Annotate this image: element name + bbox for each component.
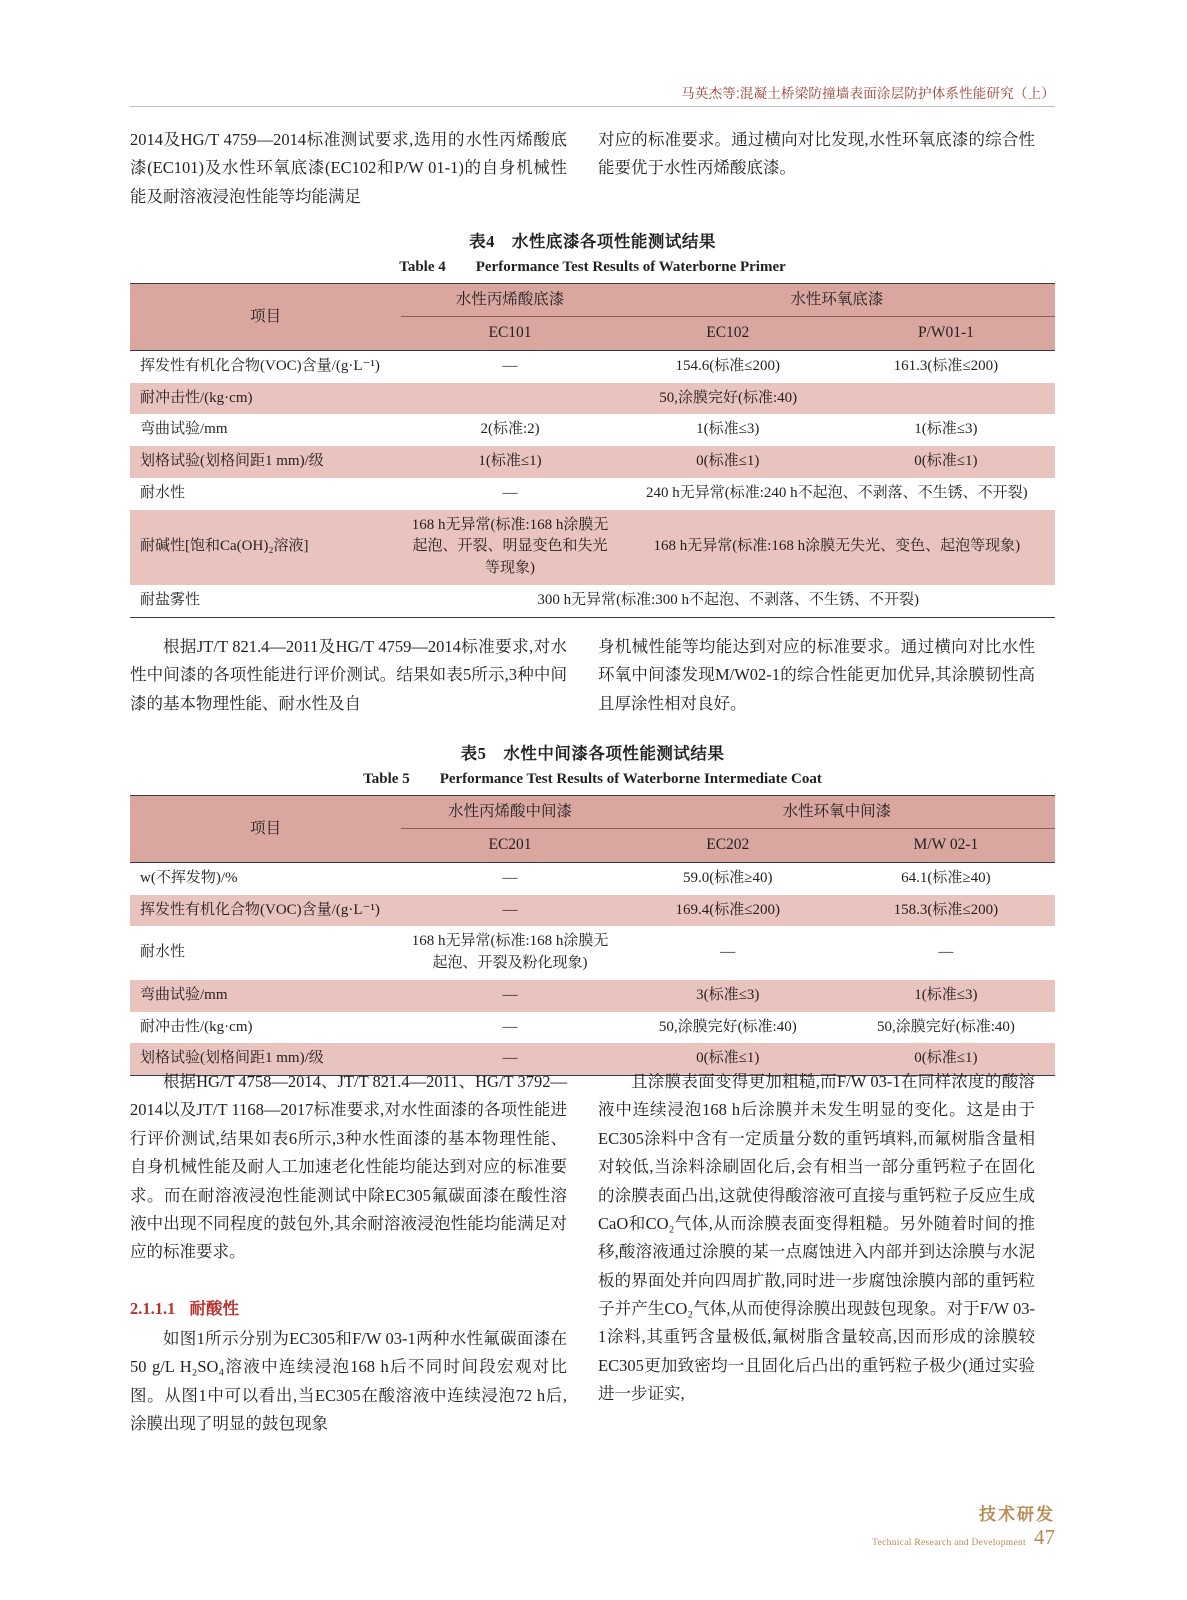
table-4-header-item: 项目	[130, 284, 401, 351]
paragraph-4-left: 如图1所示分别为EC305和F/W 03-1两种水性氟碳面漆在50 g/L H₂SO₄溶液中连续浸泡168 h后不同时间段宏观对比图。从图1中可以看出,当EC305在酸溶液中连续浸泡72 h后,涂膜出现了明显的鼓包现象	[130, 1329, 567, 1434]
table-row	[130, 796, 1055, 829]
table-5-group-1: 水性丙烯酸中间漆	[401, 796, 618, 829]
table-5-r1-c1: —	[401, 895, 618, 927]
table-4-r6-c123: 300 h无异常(标准:300 h不起泡、不剥落、不生锈、不开裂)	[401, 585, 1055, 617]
table-4-r5-c23: 168 h无异常(标准:168 h涂膜无失光、变色、起泡等现象)	[619, 510, 1055, 585]
table-row	[130, 414, 1055, 446]
table-5-sub-3: M/W 02-1	[837, 829, 1055, 862]
table-4-r4-c23: 240 h无异常(标准:240 h不起泡、不剥落、不生锈、不开裂)	[619, 478, 1055, 510]
footer-title-en: Technical Research and Development	[872, 1538, 1026, 1548]
table-4-r5-c1: 168 h无异常(标准:168 h涂膜无起泡、开裂、明显变色和失光等现象)	[401, 510, 618, 585]
table-row	[130, 1012, 1055, 1044]
page-number: 47	[1034, 1525, 1055, 1549]
table-4-r4-item: 耐水性	[130, 478, 401, 510]
table-5-r2-c1: 168 h无异常(标准:168 h涂膜无起泡、开裂及粉化现象)	[401, 926, 618, 980]
table-4-sub-1: EC101	[401, 317, 618, 350]
table-5-r3-c1: —	[401, 980, 618, 1012]
table-5-block	[130, 740, 1055, 1076]
table-4-block	[130, 228, 1055, 618]
paragraph-3-left: 根据HG/T 4758—2014、JT/T 821.4—2011、HG/T 3792—2014以及JT/T 1168—2017标准要求,对水性面漆的各项性能进行评价测试,结果如表6所示,3种水性面漆的基本物理性能、自身机械性能及耐人工加速老化性能均能达到对应的标准要求。而在耐溶液浸泡性能测试中除EC305氟碳面漆在酸性溶液中出现不同程度的鼓包外,其余耐溶液浸泡性能均能满足对应的标准要求。	[130, 1072, 567, 1262]
table-4-group-1: 水性丙烯酸底漆	[401, 284, 618, 317]
header-divider	[130, 106, 1055, 107]
table-row	[130, 350, 1055, 382]
paragraph-1-left: 2014及HG/T 4759—2014标准测试要求,选用的水性丙烯酸底漆(EC101)及水性环氧底漆(EC102和P/W 01-1)的自身机械性能及耐溶液浸泡性能等均能满足	[130, 130, 567, 206]
table-5-r3-c3: 1(标准≤3)	[837, 980, 1055, 1012]
table-5-r3-c2: 3(标准≤3)	[619, 980, 837, 1012]
table-4-r0-c3: 161.3(标准≤200)	[837, 350, 1055, 382]
table-4-r2-item: 弯曲试验/mm	[130, 414, 401, 446]
section-title: 耐酸性	[189, 1299, 239, 1318]
paragraph-2-left: 根据JT/T 821.4—2011及HG/T 4759—2014标准要求,对水性中间漆的各项性能进行评价测试。结果如表5所示,3种中间漆的基本物理性能、耐水性及自	[130, 637, 567, 713]
table-row	[130, 862, 1055, 894]
table-4	[130, 283, 1055, 618]
table-5-r0-c3: 64.1(标准≥40)	[837, 862, 1055, 894]
footer-line-2	[872, 1527, 1055, 1548]
section-heading	[130, 1295, 567, 1323]
table-5-r3-item: 弯曲试验/mm	[130, 980, 401, 1012]
table-5-title-en: Table 5 Performance Test Results of Waterborne Intermediate Coat	[363, 771, 822, 787]
table-5-title-cn: 表5 水性中间漆各项性能测试结果	[460, 744, 725, 763]
table-4-r5-item: 耐碱性[饱和Ca(OH)₂溶液]	[130, 510, 401, 585]
table-5-sub-2: EC202	[619, 829, 837, 862]
table-5-r0-c1: —	[401, 862, 618, 894]
paragraph-3-right: 且涂膜表面变得更加粗糙,而F/W 03-1在同样浓度的酸溶液中连续浸泡168 h后涂膜并未发生明显的变化。这是由于EC305涂料中含有一定质量分数的重钙填料,而氟树脂含量相对较低,当涂料涂刷固化后,会有相当一部分重钙粒子在固化的涂膜表面凸出,这就使得酸溶液可直接与重钙粒子反应生成CaO和CO₂气体,从而涂膜表面变得粗糙。另外随着时间的推移,酸溶液通过涂膜的某一点腐蚀进入内部并到达涂膜与水泥板的界面处并向四周扩散,同时进一步腐蚀涂膜内部的重钙粒子并产生CO₂气体,从而使得涂膜出现鼓包现象。对于F/W 03-1涂料,其重钙含量极低,氟树脂含量较高,因而形成的涂膜较EC305更加致密均一且固化后凸出的重钙粒子极少(通过实验进一步证实,	[598, 1072, 1035, 1404]
page-footer	[872, 1500, 1055, 1548]
table-row	[130, 895, 1055, 927]
table-4-r0-item: 挥发性有机化合物(VOC)含量/(g·L⁻¹)	[130, 350, 401, 382]
table-4-group-2: 水性环氧底漆	[619, 284, 1055, 317]
table-5-r1-item: 挥发性有机化合物(VOC)含量/(g·L⁻¹)	[130, 895, 401, 927]
table-4-r2-c2: 1(标准≤3)	[619, 414, 837, 446]
table-5-r4-c2: 50,涂膜完好(标准:40)	[619, 1012, 837, 1044]
table-5-r5-c2: 0(标准≤1)	[619, 1043, 837, 1075]
table-5-r4-c1: —	[401, 1012, 618, 1044]
table-row	[130, 926, 1055, 980]
table-4-sub-2: EC102	[619, 317, 837, 350]
table-4-sub-3: P/W01-1	[837, 317, 1055, 350]
section-number: 2.1.1.1	[130, 1299, 176, 1318]
table-4-title-cn: 表4 水性底漆各项性能测试结果	[469, 232, 716, 251]
paragraph-1-right: 对应的标准要求。通过横向对比发现,水性环氧底漆的综合性能要优于水性丙烯酸底漆。	[598, 130, 1035, 178]
table-4-r3-c2: 0(标准≤1)	[619, 446, 837, 478]
table-row	[130, 284, 1055, 317]
table-5-r1-c3: 158.3(标准≤200)	[837, 895, 1055, 927]
table-row	[130, 383, 1055, 415]
table-4-r2-c1: 2(标准:2)	[401, 414, 618, 446]
paragraph-2-right: 身机械性能等均能达到对应的标准要求。通过横向对比水性环氧中间漆发现M/W02-1的综合性能更加优异,其涂膜韧性高且厚涂性相对良好。	[598, 637, 1035, 713]
table-row	[130, 980, 1055, 1012]
table-4-title-en: Table 4 Performance Test Results of Waterborne Primer	[399, 259, 786, 275]
table-4-r1-span: 50,涂膜完好(标准:40)	[401, 383, 1055, 415]
table-4-r0-c1: —	[401, 350, 618, 382]
table-5-r5-item: 划格试验(划格间距1 mm)/级	[130, 1043, 401, 1075]
running-header: 马英杰等:混凝土桥梁防撞墙表面涂层防护体系性能研究（上）	[681, 86, 1055, 101]
table-5-r2-c3: —	[837, 926, 1055, 980]
table-4-r0-c2: 154.6(标准≤200)	[619, 350, 837, 382]
table-4-r4-c1: —	[401, 478, 618, 510]
table-row	[130, 446, 1055, 478]
table-5-r1-c2: 169.4(标准≤200)	[619, 895, 837, 927]
table-5-sub-1: EC201	[401, 829, 618, 862]
table-5-r0-item: w(不挥发物)/%	[130, 862, 401, 894]
table-5-r4-item: 耐冲击性/(kg·cm)	[130, 1012, 401, 1044]
table-4-r2-c3: 1(标准≤3)	[837, 414, 1055, 446]
table-row	[130, 478, 1055, 510]
table-4-r3-item: 划格试验(划格间距1 mm)/级	[130, 446, 401, 478]
table-5-r0-c2: 59.0(标准≥40)	[619, 862, 837, 894]
table-4-r6-item: 耐盐雾性	[130, 585, 401, 617]
table-row	[130, 585, 1055, 617]
table-5-header-item: 项目	[130, 796, 401, 863]
table-5-r5-c1: —	[401, 1043, 618, 1075]
footer-title-cn: 技术研发	[979, 1505, 1055, 1524]
table-5-r4-c3: 50,涂膜完好(标准:40)	[837, 1012, 1055, 1044]
table-5	[130, 795, 1055, 1076]
table-4-r3-c1: 1(标准≤1)	[401, 446, 618, 478]
table-5-r2-c2: —	[619, 926, 837, 980]
table-5-r5-c3: 0(标准≤1)	[837, 1043, 1055, 1075]
table-4-r1-item: 耐冲击性/(kg·cm)	[130, 383, 401, 415]
table-5-group-2: 水性环氧中间漆	[619, 796, 1055, 829]
table-row	[130, 510, 1055, 585]
table-5-r2-item: 耐水性	[130, 926, 401, 980]
table-4-r3-c3: 0(标准≤1)	[837, 446, 1055, 478]
